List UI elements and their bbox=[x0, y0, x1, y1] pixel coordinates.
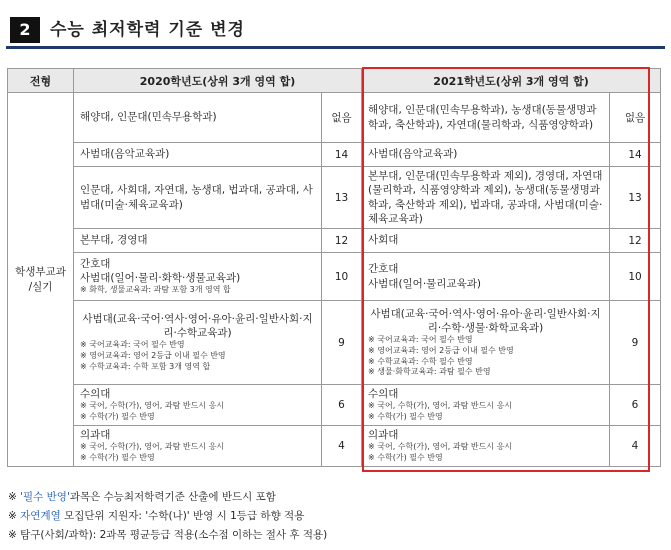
footnote-highlight: 자연계열 bbox=[20, 510, 61, 522]
type-label: 학생부교과 bbox=[15, 266, 66, 279]
desc-2020 bbox=[74, 229, 322, 253]
value-2021: 없음 bbox=[610, 93, 661, 143]
value-2020: 14 bbox=[322, 143, 362, 167]
desc-2021 bbox=[362, 301, 610, 385]
table-row bbox=[8, 385, 661, 426]
desc-line: 사범대(일어·물리·화학·생물교육과) bbox=[80, 272, 241, 285]
header-2020: 2020학년도(상위 3개 영역 합) bbox=[74, 69, 362, 93]
value-2021: 13 bbox=[610, 167, 661, 229]
table-row bbox=[8, 93, 661, 143]
desc-line: 사범대(교육·국어·역사·영어·유아·윤리·일반사회·지리·수학·생물·화학교육과) bbox=[370, 307, 601, 334]
desc-2020 bbox=[74, 253, 322, 301]
note-line: ※ 화학, 생물교육과: 과탐 포함 3개 영역 합 bbox=[80, 285, 231, 295]
desc-2021 bbox=[362, 253, 610, 301]
table-header-row bbox=[8, 69, 661, 93]
desc-line: 간호대 bbox=[80, 257, 111, 270]
desc-2020 bbox=[74, 167, 322, 229]
value-2020: 6 bbox=[322, 385, 362, 426]
desc-line: 본부대, 인문대(민속무용학과 제외), 경영대, 자연대(물리학과, 식품영양학과 제외), 농생대(동물생명과학과, 축산학과 제외), 법과대, 공과대, 사범대(미술·체육교육과) bbox=[368, 170, 603, 225]
footnote-3: ※ 탐구(사회/과학): 2과목 평균등급 적용(소수점 이하는 절사 후 적용) bbox=[8, 529, 328, 541]
desc-2021 bbox=[362, 167, 610, 229]
note-line: ※ 국어교육과: 국어 필수 반영 bbox=[80, 340, 185, 350]
desc-2020 bbox=[74, 93, 322, 143]
footnote-mark: ※ bbox=[8, 510, 17, 522]
desc-2020 bbox=[74, 301, 322, 385]
desc-line: 사범대(일어·물리교육과) bbox=[368, 277, 481, 290]
value-2020: 없음 bbox=[322, 93, 362, 143]
footnote-highlight: '필수 반영' bbox=[20, 491, 70, 503]
desc-2021 bbox=[362, 229, 610, 253]
type-cell bbox=[8, 93, 74, 467]
footnote-2 bbox=[8, 507, 327, 526]
desc-line: 해양대, 인문대(민속무용학과), 농생대(동물생명과학과, 축산학과), 자연대(물리학과, 식품영양학과) bbox=[368, 104, 597, 131]
desc-line: 의과대 bbox=[80, 428, 111, 441]
desc-line: 사범대(음악교육과) bbox=[80, 148, 170, 161]
footnotes bbox=[8, 488, 327, 545]
desc-line: 사범대(교육·국어·역사·영어·유아·윤리·일반사회·지리·수학교육과) bbox=[82, 313, 313, 340]
footnote-1 bbox=[8, 488, 327, 507]
table-row bbox=[8, 253, 661, 301]
value-2021: 14 bbox=[610, 143, 661, 167]
footnote-mark: ※ bbox=[8, 491, 17, 503]
note-line: ※ 수학교육과: 수학 필수 반영 bbox=[368, 356, 473, 366]
note-line: ※ 국어, 수학(가), 영어, 과탐 반드시 응시 bbox=[368, 441, 513, 451]
desc-line: 수의대 bbox=[368, 388, 399, 400]
note-line: ※ 수학(가) 필수 반영 bbox=[368, 411, 443, 421]
note-line: ※ 영어교육과: 영어 2등급 이내 필수 반영 bbox=[368, 345, 514, 355]
value-2021: 4 bbox=[610, 425, 661, 466]
desc-2021 bbox=[362, 143, 610, 167]
footnote-text: 모집단위 지원자: '수학(나)' 반영 시 1등급 하향 적용 bbox=[64, 510, 305, 522]
table-row bbox=[8, 167, 661, 229]
desc-line: 인문대, 사회대, 자연대, 농생대, 법과대, 공과대, 사범대(미술·체육교육과) bbox=[80, 184, 313, 211]
desc-line: 간호대 bbox=[368, 263, 399, 276]
note-line: ※ 국어, 수학(가), 영어, 과탐 반드시 응시 bbox=[80, 401, 225, 411]
footnote-text: 과목은 수능최저학력기준 산출에 반드시 포함 bbox=[69, 491, 276, 503]
note-line: ※ 국어, 수학(가), 영어, 과탐 반드시 응시 bbox=[368, 401, 513, 411]
type-label: /실기 bbox=[28, 281, 53, 294]
value-2021: 12 bbox=[610, 229, 661, 253]
criteria-table bbox=[7, 68, 661, 467]
section-number: 2 bbox=[10, 17, 40, 43]
value-2020: 10 bbox=[322, 253, 362, 301]
desc-line: 해양대, 인문대(민속무용학과) bbox=[80, 111, 217, 124]
header-type: 전형 bbox=[8, 69, 74, 93]
note-line: ※ 영어교육과: 영어 2등급 이내 필수 반영 bbox=[80, 351, 226, 361]
value-2020: 12 bbox=[322, 229, 362, 253]
value-2020: 4 bbox=[322, 425, 362, 466]
desc-2021 bbox=[362, 385, 610, 426]
section-title: 수능 최저학력 기준 변경 bbox=[50, 20, 245, 40]
desc-line: 사회대 bbox=[368, 234, 399, 247]
desc-line: 본부대, 경영대 bbox=[80, 234, 148, 247]
header-2021: 2021학년도(상위 3개 영역 합) bbox=[362, 69, 661, 93]
table-row bbox=[8, 301, 661, 385]
desc-2021 bbox=[362, 425, 610, 466]
note-line: ※ 수학(가) 필수 반영 bbox=[368, 452, 443, 462]
desc-line: 수의대 bbox=[80, 388, 111, 400]
table-row bbox=[8, 143, 661, 167]
desc-line: 사범대(음악교육과) bbox=[368, 148, 458, 161]
note-line: ※ 생물·화학교육과: 과탐 필수 반영 bbox=[368, 367, 491, 377]
value-2020: 13 bbox=[322, 167, 362, 229]
note-line: ※ 수학교육과: 수학 포함 3개 영역 합 bbox=[80, 362, 211, 372]
note-line: ※ 국어교육과: 국어 필수 반영 bbox=[368, 335, 473, 345]
value-2021: 9 bbox=[610, 301, 661, 385]
table-row bbox=[8, 425, 661, 466]
note-line: ※ 국어, 수학(가), 영어, 과탐 반드시 응시 bbox=[80, 441, 225, 451]
value-2021: 10 bbox=[610, 253, 661, 301]
desc-line: 의과대 bbox=[368, 428, 399, 441]
note-line: ※ 수학(가) 필수 반영 bbox=[80, 452, 155, 462]
desc-2021 bbox=[362, 93, 610, 143]
section-header bbox=[6, 12, 665, 46]
desc-2020 bbox=[74, 385, 322, 426]
note-line: ※ 수학(가) 필수 반영 bbox=[80, 411, 155, 421]
value-2020: 9 bbox=[322, 301, 362, 385]
header-underline bbox=[6, 46, 665, 49]
value-2021: 6 bbox=[610, 385, 661, 426]
table-row bbox=[8, 229, 661, 253]
desc-2020 bbox=[74, 143, 322, 167]
desc-2020 bbox=[74, 425, 322, 466]
